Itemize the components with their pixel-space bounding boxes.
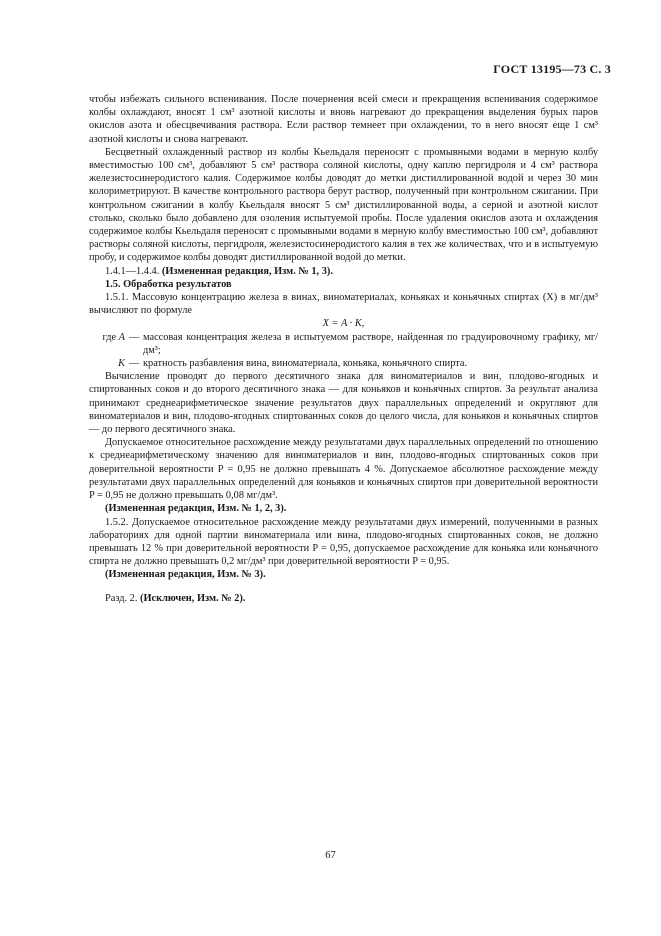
definition-text: кратность разбавления вина, виноматериала, коньяка, коньячного спирта. <box>143 358 468 370</box>
clause-ref: 1.4.1—1.4.4. <box>105 265 160 277</box>
paragraph: чтобы избежать сильного вспенивания. После почернения всей смеси и прекращения вспенивания содержимое колбы охлаждают, вносят 1 см³ азотной кислоты и вновь нагревают до прекращения выделения бурых паров окислов азота и обесцвечивания раствора. Если раствор темнеет при охлаждении, то в него вносят еще 1 см³ азотной кислоты и снова нагревают. <box>89 94 598 145</box>
amendment-note: (Измененная редакция, Изм. № 1, 2, 3). <box>105 503 287 515</box>
definition-text: массовая концентрация железа в испытуемом растворе, найденная по градуировочному графику, мг/дм³; <box>143 331 598 356</box>
page-number: 67 <box>325 850 336 861</box>
section-removed-note <box>89 592 598 605</box>
amendment-text: (Измененная редакция, Изм. № 1, 3). <box>161 265 333 277</box>
symbol-a: A <box>118 331 125 343</box>
amendment-note <box>89 265 598 278</box>
paragraph: 1.5.1. Массовую концентрацию железа в винах, виноматериалах, коньяках и коньячных спиртах (X) в мг/дм³ вычисляют по формуле <box>89 292 598 317</box>
definition-k <box>89 357 598 370</box>
paragraph: Вычисление проводят до первого десятичного знака для виноматериалов и вин, плодово-ягодных и спиртованных соков и до второго десятичного знака — для коньяков и коньячных спиртов. За результат анализа принимают среднеарифметическое значение результатов двух параллельных определений и округляют для виноматериалов и вин, плодово-ягодных спиртованных соков до целого числа, для коньяков и коньячных спиртов — до первого десятичного знака. <box>89 371 598 436</box>
paragraph: Допускаемое относительное расхождение между результатами двух параллельных определений по отношению к среднеарифметическому значению для виноматериалов и вин, плодово-ягодных спиртованных соков при доверительной вероятности P = 0,95 не должно превышать 4 %. Допускаемое абсолютное расхождение между результатами двух параллельных определений для коньяков и коньячных спиртов при доверительной вероятности P = 0,95 не должно превышать 0,08 мг/дм³. <box>89 437 598 502</box>
document-body <box>89 93 598 605</box>
formula: X = A · K, <box>322 318 365 330</box>
removed-text: (Исключен, Изм. № 2). <box>140 592 246 604</box>
symbol-k: K <box>118 358 125 370</box>
where-label: где <box>102 331 117 343</box>
amendment-note: (Измененная редакция, Изм. № 3). <box>105 569 266 581</box>
dash: — <box>129 331 140 343</box>
section-ref: Разд. 2. <box>105 592 138 604</box>
paragraph: 1.5.2. Допускаемое относительное расхождение между результатами двух измерений, полученными в разных лабораториях для одной партии виноматериала или вина, плодово-ягодных спиртованных соков, не должно превышать 12 % при доверительной вероятности P = 0,95, допускаемое расхождение для коньяка или коньячного спирта не должно превышать 0,2 мг/дм³ при доверительной вероятности P = 0,95. <box>89 516 598 568</box>
paragraph: Бесцветный охлажденный раствор из колбы Кьельдаля переносят с промывными водами в мерную колбу вместимостью 100 см³, добавляют 5 см³ раствора соляной кислоты, одну каплю пергидроля и 4 см³ раствора железистосинеродистого калия. Содержимое колбы доводят до метки дистиллированной водой и через 30 мин колориметрируют. В качестве контрольного раствора берут раствор, полученный при контрольном сжигании. При контрольном сжигании в колбу Кьельдаля вносят 5 см³ дистиллированной воды, а серной и азотной кислот столько, сколько было добавлено для озоления испытуемой пробы. После удаления окислов азота и охлаждения содержимое колбы Кьельдаля переносят с промывными водами в мерную колбу вместимостью 100 см³, добавляют растворы соляной кислоты, пергидроля, железистосинеродистого калия в тех же количествах, что и в испытуемую пробу, и содержимое колбы доводят дистиллированной водой до метки. <box>89 146 598 264</box>
section-heading: 1.5. Обработка результатов <box>105 278 232 290</box>
document-header: ГОСТ 13195—73 С. 3 <box>493 62 611 76</box>
definition-a <box>89 331 598 357</box>
dash: — <box>129 358 140 370</box>
